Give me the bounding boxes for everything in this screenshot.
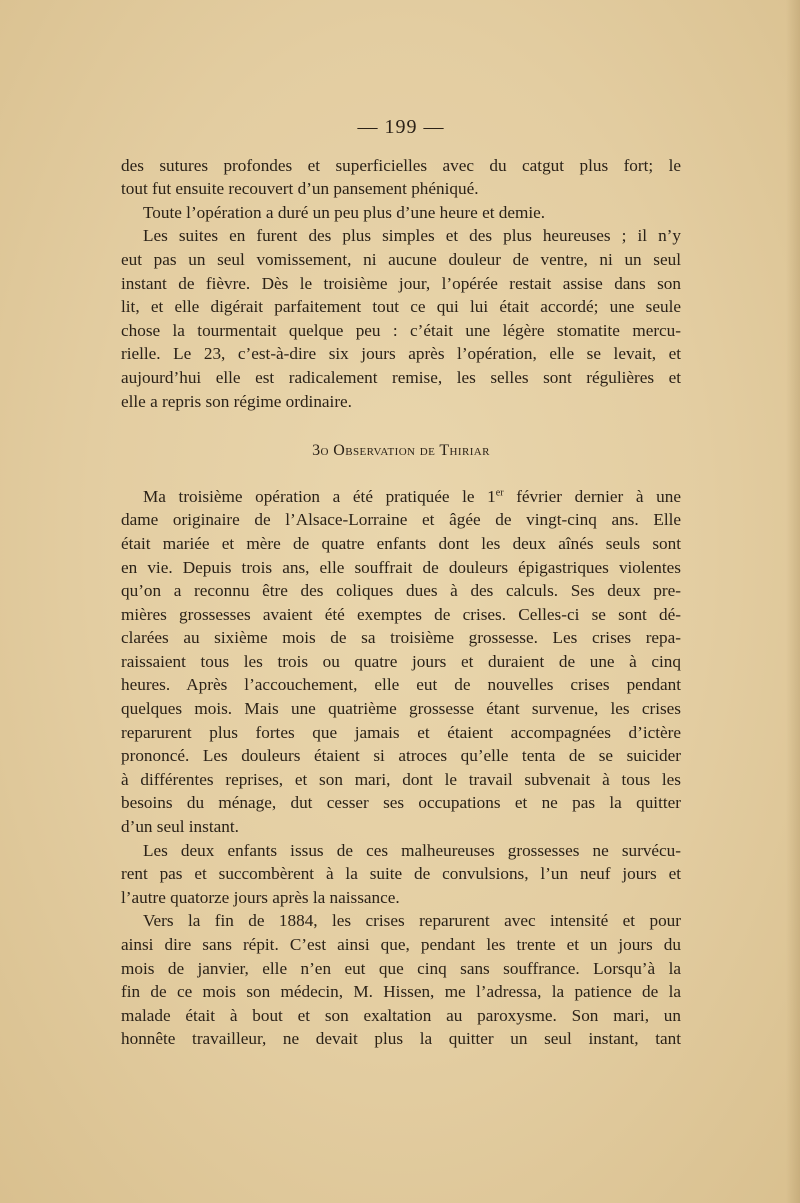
top-paragraphs <box>121 154 681 414</box>
text-line: prononcé. Les douleurs étaient si atroces qu’elle tenta de se suicider <box>121 746 681 766</box>
paragraph <box>121 154 681 201</box>
text-line: Les deux enfants issus de ces malheureuses grossesses ne survécu- <box>143 840 681 860</box>
text-block <box>121 116 681 1051</box>
paragraph <box>121 839 681 910</box>
text-line: Vers la fin de 1884, les crises reparurent avec intensité et pour <box>143 911 681 931</box>
text-fragment: Ma troisième opération a été pratiquée le 1 <box>143 486 496 506</box>
paragraph <box>121 201 681 225</box>
text-line: Toute l’opération a duré un peu plus d’une heure et demie. <box>143 202 546 222</box>
text-line: mois de janvier, elle n’en eut que cinq sans souffrance. Lorsqu’à la <box>121 958 681 978</box>
text-line: chose la tourmentait quelque peu : c’était une légère stomatite mercu- <box>121 320 681 340</box>
paragraph <box>121 909 681 1051</box>
text-line: aujourd’hui elle est radicalement remise, les selles sont régulières et <box>121 367 681 387</box>
text-line: Les suites en furent des plus simples et des plus heureuses ; il n’y <box>143 226 681 246</box>
text-line <box>121 485 681 509</box>
text-line: l’autre quatorze jours après la naissance. <box>121 887 400 907</box>
text-line: ainsi dire sans répit. C’est ainsi que, pendant les trente et un jours du <box>121 935 681 954</box>
bottom-paragraphs <box>121 508 681 1051</box>
text-line: honnête travailleur, ne devait plus la quitter un seul instant, tant <box>121 1029 681 1049</box>
text-line: était mariée et mère de quatre enfants dont les deux aînés seuls sont <box>121 533 681 553</box>
text-line: lit, et elle digérait parfaitement tout ce qui lui était accordé; une seule <box>121 297 681 317</box>
text-line: fin de ce mois son médecin, M. Hissen, me l’adressa, la patience de la <box>121 982 681 1002</box>
observation-paragraph-first-line <box>121 485 681 509</box>
text-line: d’un seul instant. <box>121 817 239 837</box>
text-line: mières grossesses avaient été exemptes de crises. Celles-ci se sont dé- <box>121 604 681 624</box>
paragraph <box>121 224 681 413</box>
paragraph <box>121 508 681 838</box>
page-number: — 199 — <box>357 116 445 138</box>
text-line: raissaient tous les trois ou quatre jours et duraient de une à cinq <box>121 651 681 671</box>
text-line: des sutures profondes et superficielles avec du catgut plus fort; le <box>121 155 681 175</box>
text-line: rielle. Le 23, c’est-à-dire six jours après l’opération, elle se levait, et <box>121 344 681 364</box>
text-line: clarées au sixième mois de sa troisième grossesse. Les crises repa- <box>121 628 681 648</box>
text-line: heures. Après l’accouchement, elle eut de nouvelles crises pendant <box>121 675 681 695</box>
superscript: er <box>495 486 504 498</box>
text-line: quelques mois. Mais une quatrième grossesse étant survenue, les crises <box>121 699 681 719</box>
text-line: elle a repris son régime ordinaire. <box>121 391 352 411</box>
text-line: à différentes reprises, et son mari, dont le travail subvenait à tous les <box>121 769 681 789</box>
section-heading: 3o Observation de Thiriar <box>312 442 490 460</box>
text-line: tout fut ensuite recouvert d’un pansement phéniqué. <box>121 179 479 199</box>
text-line: eut pas un seul vomissement, ni aucune douleur de ventre, ni un seul <box>121 249 681 269</box>
text-line: rent pas et succombèrent à la suite de convulsions, l’un neuf jours et <box>121 864 681 884</box>
text-line: qu’on a reconnu être des coliques dues à des calculs. Ses deux pre- <box>121 581 681 601</box>
text-line: malade était à bout et son exaltation au paroxysme. Son mari, un <box>121 1005 681 1025</box>
text-line: instant de fièvre. Dès le troisième jour, l’opérée restait assise dans son <box>121 273 681 293</box>
text-line: besoins du ménage, dut cesser ses occupations et ne pas la quitter <box>121 793 681 813</box>
text-line: en vie. Depuis trois ans, elle souffrait de douleurs épigastriques violentes <box>121 557 681 577</box>
page-edge-shadow <box>786 0 800 1203</box>
text-line: dame originaire de l’Alsace-Lorraine et âgée de vingt-cinq ans. Elle <box>121 510 681 530</box>
text-fragment: février dernier à une <box>503 486 681 506</box>
text-line: reparurent plus fortes que jamais et étaient accompagnées d’ictère <box>121 722 681 742</box>
